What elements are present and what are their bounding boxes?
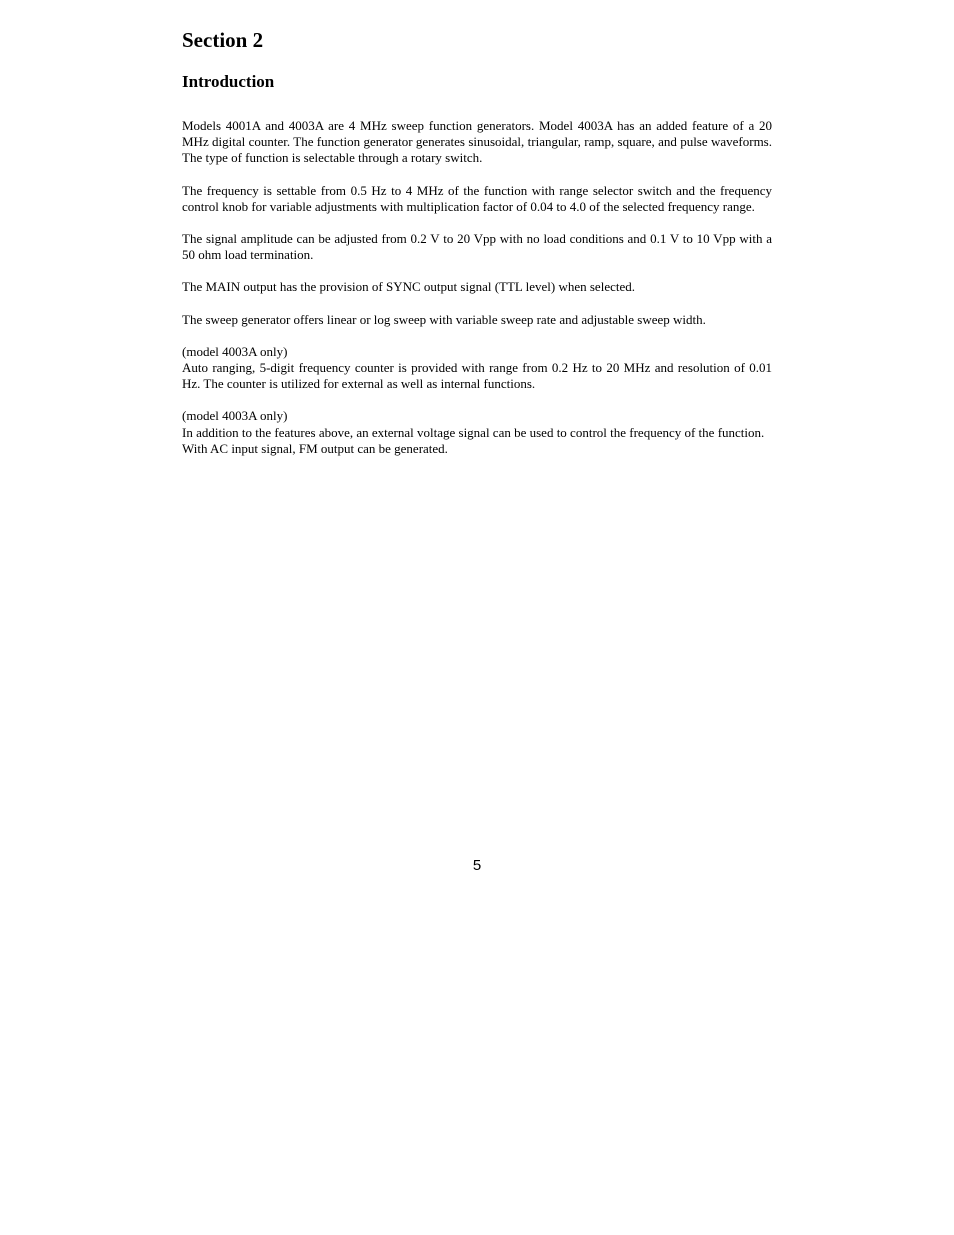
page-number: 5: [472, 857, 482, 874]
paragraph-external-control-text: In addition to the features above, an external voltage signal can be used to control the frequency of the function. With AC input signal, FM output can be generated.: [182, 424, 765, 456]
paragraph-overview: Models 4001A and 4003A are 4 MHz sweep function generators. Model 4003A has an added feature of a 20 MHz digital counter. The function generator generates sinusoidal, triangular, ramp, square, and pulse waveforms. The type of function is selectable through a rotary switch.: [182, 118, 772, 166]
paragraph-amplitude: The signal amplitude can be adjusted from 0.2 V to 20 Vpp with no load conditions and 0.1 V to 10 Vpp with a 50 ohm load termination.: [182, 231, 772, 263]
subsection-title: Introduction: [182, 72, 275, 91]
paragraph-counter-text: Auto ranging, 5-digit frequency counter is provided with range from 0.2 Hz to 20 MHz and resolution of 0.01 Hz. The counter is utilized for external as well as internal functions.: [182, 360, 772, 392]
model-note: (model 4003A only): [182, 408, 288, 424]
document-body: [182, 118, 772, 457]
section-title: Section 2: [182, 28, 264, 52]
paragraph-counter: [182, 344, 772, 393]
paragraph-external-control: [182, 408, 772, 457]
model-note: (model 4003A only): [182, 343, 288, 359]
paragraph-sweep: The sweep generator offers linear or log sweep with variable sweep rate and adjustable sweep width.: [182, 311, 706, 327]
paragraph-sync-output: The MAIN output has the provision of SYNC output signal (TTL level) when selected.: [182, 279, 635, 295]
paragraph-frequency: The frequency is settable from 0.5 Hz to 4 MHz of the function with range selector switch and the frequency control knob for variable adjustments with multiplication factor of 0.04 to 4.0 of the selected frequency range.: [182, 182, 772, 214]
document-page: [182, 28, 772, 473]
